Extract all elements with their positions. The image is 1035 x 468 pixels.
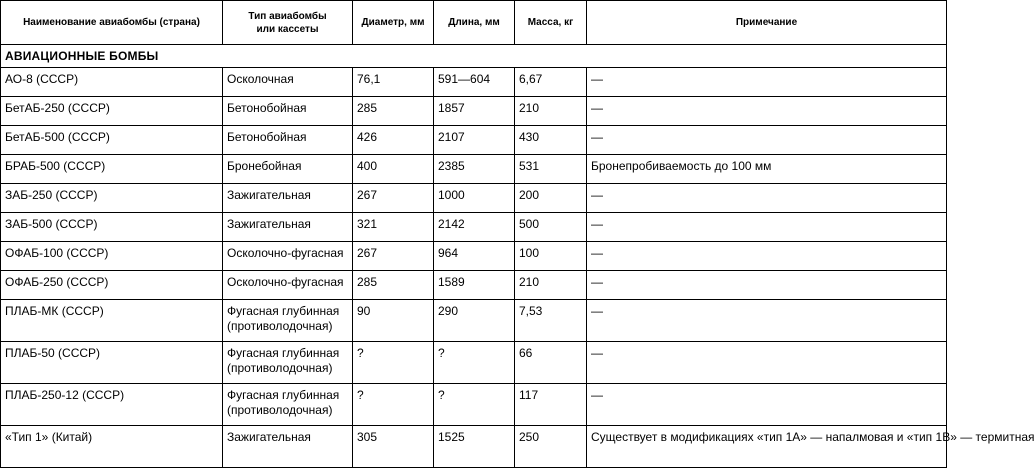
cell-mass: 500 [515,213,587,242]
cell-name: ПЛАБ-50 (СССР) [1,342,223,384]
cell-type [223,384,353,426]
cell-length: 1589 [434,271,515,300]
cell-type: Осколочно-фугасная [223,271,353,300]
cell-length: 290 [434,300,515,342]
header-type [223,1,353,45]
table-row [1,242,947,271]
header-note: Примечание [587,1,947,45]
cell-mass: 7,53 [515,300,587,342]
table-row [1,97,947,126]
cell-note: — [587,342,947,384]
table-row [1,342,947,384]
cell-note: — [587,300,947,342]
cell-mass: 430 [515,126,587,155]
cell-type [223,342,353,384]
cell-length: ? [434,342,515,384]
header-type-line1: Тип авиабомбы [248,10,327,22]
cell-length: 964 [434,242,515,271]
cell-length: 591—604 [434,68,515,97]
cell-name: ПЛАБ-250-12 (СССР) [1,384,223,426]
header-mass: Масса, кг [515,1,587,45]
cell-type: Осколочно-фугасная [223,242,353,271]
table-row [1,68,947,97]
cell-type-line2: (противолодочная) [227,403,333,417]
cell-type: Зажигательная [223,184,353,213]
table-row [1,426,947,468]
cell-name: ОФАБ-250 (СССР) [1,271,223,300]
cell-note: — [587,213,947,242]
cell-diameter: 285 [353,97,434,126]
cell-length: 1000 [434,184,515,213]
cell-type-line2: (противолодочная) [227,319,333,333]
cell-name: АО-8 (СССР) [1,68,223,97]
cell-note: Существует в модификациях «тип 1А» — напалмовая и «тип 1В» — термитная [587,426,947,468]
cell-diameter: ? [353,342,434,384]
cell-type: Осколочная [223,68,353,97]
cell-note: Бронепробиваемость до 100 мм [587,155,947,184]
cell-diameter: 400 [353,155,434,184]
cell-type-line1: Фугасная глубинная [227,304,340,318]
cell-diameter: 285 [353,271,434,300]
cell-note: — [587,68,947,97]
cell-mass: 100 [515,242,587,271]
cell-length: ? [434,384,515,426]
cell-name: «Тип 1» (Китай) [1,426,223,468]
cell-name: БетАБ-250 (СССР) [1,97,223,126]
cell-note: — [587,184,947,213]
cell-name: ЗАБ-250 (СССР) [1,184,223,213]
cell-note: — [587,242,947,271]
cell-length: 1857 [434,97,515,126]
cell-mass: 250 [515,426,587,468]
cell-diameter: 426 [353,126,434,155]
cell-mass: 66 [515,342,587,384]
header-type-line2: или кассеты [256,23,319,35]
cell-name: БРАБ-500 (СССР) [1,155,223,184]
cell-mass: 200 [515,184,587,213]
cell-length: 2107 [434,126,515,155]
cell-length: 1525 [434,426,515,468]
cell-name: ЗАБ-500 (СССР) [1,213,223,242]
table-row [1,184,947,213]
cell-mass: 117 [515,384,587,426]
cell-diameter: 267 [353,184,434,213]
cell-note: — [587,384,947,426]
cell-name: ПЛАБ-МК (СССР) [1,300,223,342]
cell-mass: 210 [515,271,587,300]
cell-type: Бетонобойная [223,97,353,126]
cell-name: БетАБ-500 (СССР) [1,126,223,155]
cell-mass: 210 [515,97,587,126]
table-row [1,213,947,242]
cell-note: — [587,126,947,155]
cell-diameter: 76,1 [353,68,434,97]
cell-diameter: 305 [353,426,434,468]
cell-type: Зажигательная [223,213,353,242]
table-row [1,384,947,426]
table-row [1,300,947,342]
cell-type: Бронебойная [223,155,353,184]
cell-type-line1: Фугасная глубинная [227,346,340,360]
header-name: Наименование авиабомбы (страна) [1,1,223,45]
cell-type [223,300,353,342]
header-diameter: Диаметр, мм [353,1,434,45]
table-row [1,126,947,155]
cell-length: 2385 [434,155,515,184]
header-row [1,1,947,45]
header-length: Длина, мм [434,1,515,45]
cell-diameter: 321 [353,213,434,242]
cell-type: Бетонобойная [223,126,353,155]
table-row [1,155,947,184]
cell-mass: 6,67 [515,68,587,97]
section-row [1,45,947,68]
cell-type-line1: Фугасная глубинная [227,388,340,402]
table-row [1,271,947,300]
cell-length: 2142 [434,213,515,242]
section-title: АВИАЦИОННЫЕ БОМБЫ [1,45,947,68]
cell-diameter: 267 [353,242,434,271]
cell-mass: 531 [515,155,587,184]
cell-name: ОФАБ-100 (СССР) [1,242,223,271]
cell-type: Зажигательная [223,426,353,468]
cell-note: — [587,271,947,300]
cell-diameter: ? [353,384,434,426]
cell-note: — [587,97,947,126]
cell-type-line2: (противолодочная) [227,361,333,375]
cell-diameter: 90 [353,300,434,342]
